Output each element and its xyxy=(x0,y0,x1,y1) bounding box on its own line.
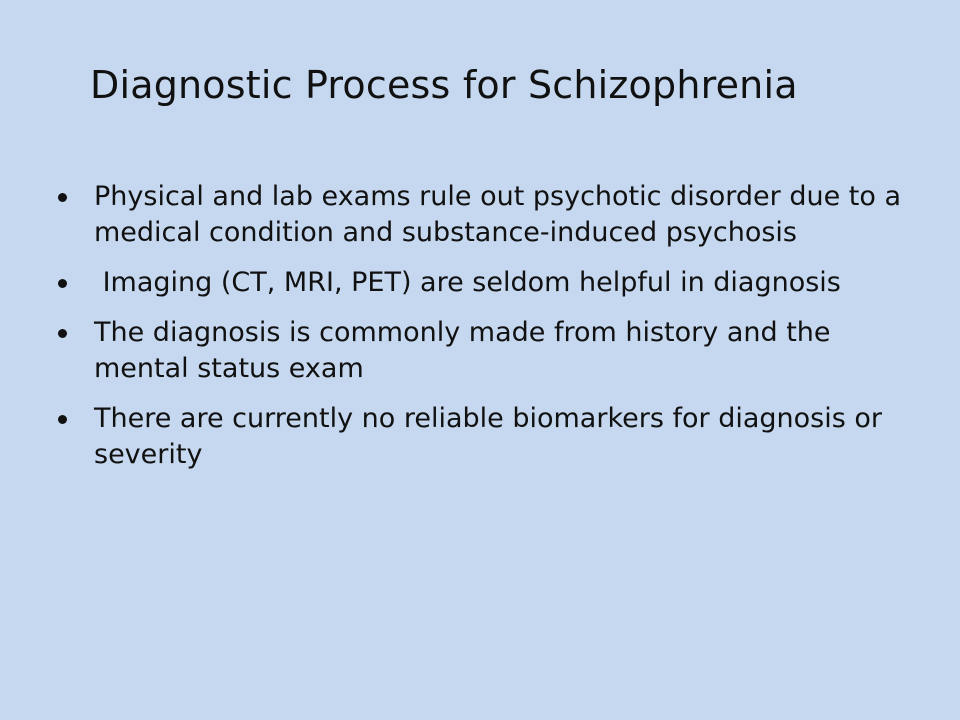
bullet-item xyxy=(58,315,908,387)
bullet-text: The diagnosis is commonly made from history and the mental status exam xyxy=(94,317,831,384)
bullet-dot-icon xyxy=(58,415,67,424)
bullet-text: Physical and lab exams rule out psychotic disorder due to a medical condition and substance-induced psychosis xyxy=(94,181,902,248)
bullet-text: There are currently no reliable biomarkers for diagnosis or severity xyxy=(94,403,882,470)
bullet-list xyxy=(58,179,908,487)
bullet-dot-icon xyxy=(58,329,67,338)
slide-title: Diagnostic Process for Schizophrenia xyxy=(90,63,798,107)
bullet-item xyxy=(58,265,908,301)
bullet-item xyxy=(58,401,908,473)
bullet-text: Imaging (CT, MRI, PET) are seldom helpful in diagnosis xyxy=(94,267,841,298)
bullet-dot-icon xyxy=(58,279,67,288)
bullet-item xyxy=(58,179,908,251)
bullet-dot-icon xyxy=(58,193,67,202)
